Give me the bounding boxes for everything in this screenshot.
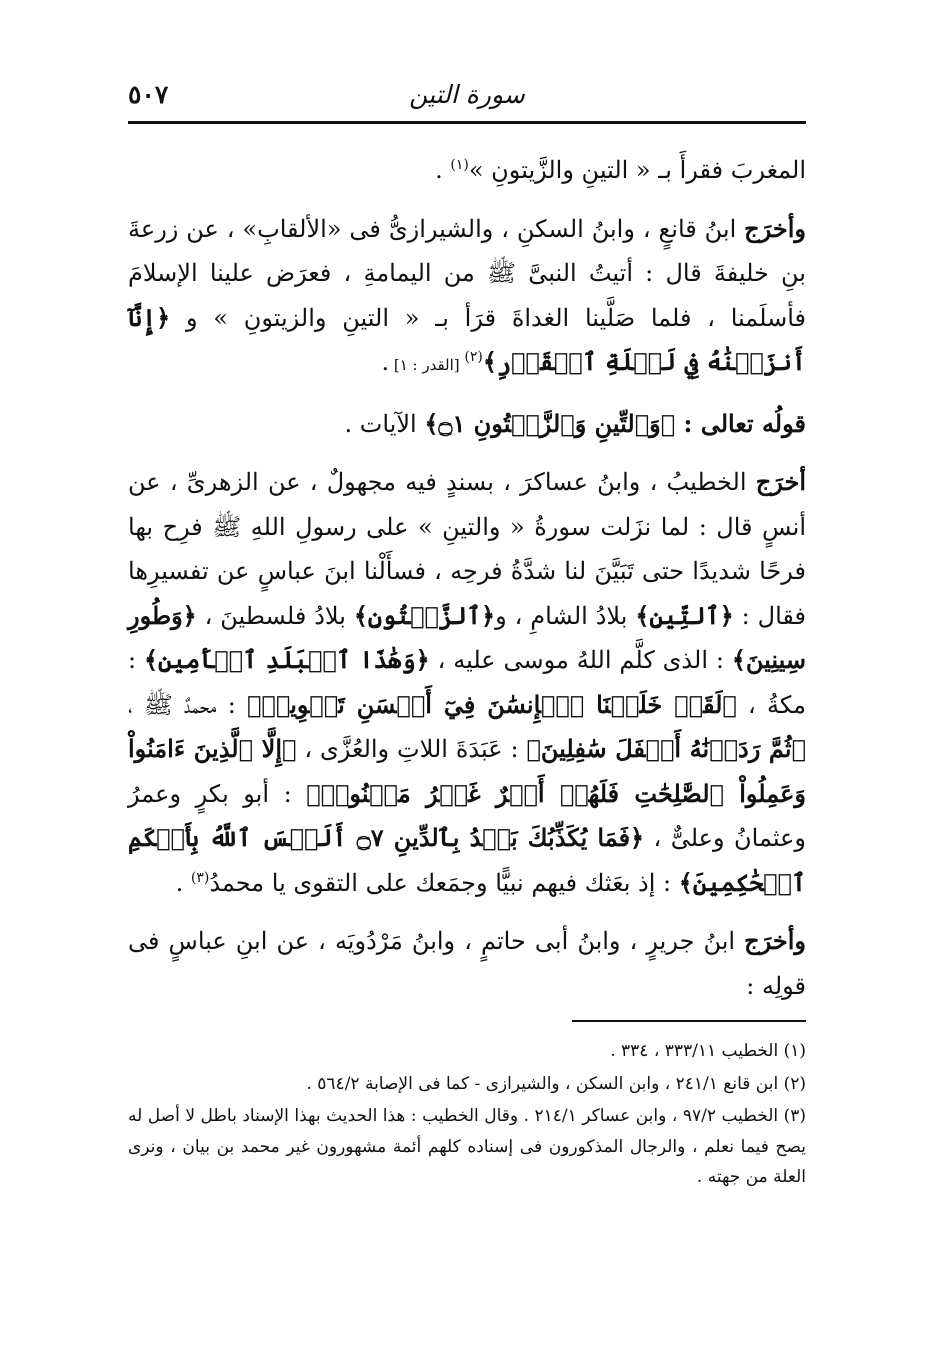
p1-quran: ﴿إِنَّآ أَنزَلۡنَٰهُ فِي لَيۡلَةِ ٱلۡقَدۡرِ﴾: [128, 302, 806, 376]
footnotes: [128, 1036, 806, 1195]
p3-t9: : إذ بعَثك فيهم نبيًّا وجمَعك على التقوى يا محمدُ: [209, 868, 679, 897]
p1-lead: وأخرَج: [744, 213, 806, 243]
footnote-marker-1: (١): [450, 157, 469, 173]
p3-q5: ﴿لَقَدۡ خَلَقۡنَا ٱلۡإِنسَٰنَ فِيٓ أَحۡسَنِ تَقۡوِيمٖ﴾: [247, 689, 737, 719]
p3-t5: : مكةُ ،: [128, 646, 806, 719]
paragraph-1: [128, 207, 806, 388]
page-number: ٥٠٧: [128, 80, 169, 109]
p0-end: .: [435, 156, 451, 184]
p2-end: الآيات .: [344, 409, 425, 438]
footnote-rule: [572, 1020, 806, 1022]
footnote-1: (١) الخطيب ٣٣٣/١١ ، ٣٣٤ .: [610, 1041, 806, 1061]
p3-q4: ﴿وَهَٰذَا ٱلۡبَلَدِ ٱلۡأَمِينِ﴾: [143, 645, 430, 674]
p3-t4: : الذى كلَّم اللهُ موسى عليه ،: [429, 646, 732, 674]
paragraph-4: [128, 919, 806, 1008]
p3-lead: أخرَج: [755, 467, 806, 496]
p1-end: .: [381, 348, 390, 376]
main-text: [128, 148, 806, 1022]
footnote-marker-3: (٣): [190, 869, 210, 886]
p3-t7: : عَبَدَةَ اللاتِ والعُزَّى ،: [296, 735, 527, 763]
p3-q2: ﴿ٱلزَّيۡتُونِ﴾: [353, 600, 496, 630]
footnote-3: (٣) الخطيب ٩٧/٢ ، وابن عساكر ٢١٤/١ . وقال الخطيب : هذا الحديث بهذا الإسناد باطل لا أصل له يصح فيما نعلم ، والرجال المذكورون فى إسناده كلهم أئمة مشهورون غير محمد بن بيان ، ونرى العلة من جهته .: [128, 1106, 807, 1187]
p3-t8: : أبو بكرٍ وعمرُ وعثمانُ وعلىٌّ ،: [128, 779, 806, 852]
p4-text: ابنُ جريرٍ ، وابنُ أبى حاتمٍ ، وابنُ مَرْدُويَه ، عن ابنِ عباسٍ فى قولِه :: [128, 927, 806, 1000]
p3-q1: ﴿ٱلتِّينِ﴾: [635, 600, 734, 630]
p3-end: .: [175, 868, 191, 897]
p2-quran: ﴿وَٱلتِّينِ وَٱلزَّيۡتُونِ ۝١﴾: [424, 408, 676, 438]
p0-text: المغربَ فقرأَ بـ « التينِ والزَّيتونِ »: [468, 156, 806, 184]
paragraph-3: [128, 460, 806, 905]
p4-lead: وأخرَج: [744, 926, 806, 955]
footnote-marker-2: (٢): [464, 349, 483, 365]
surah-title: سورة التين: [409, 80, 525, 109]
p3-q7: ﴿إِلَّا ٱلَّذِينَ ءَامَنُواْ وَعَمِلُواْ ٱلصَّٰلِحَٰتِ فَلَهُمۡ أَجۡرٌ غَيۡرُ مَمۡنُونٖ﴾: [128, 734, 806, 808]
p3-q6: ﴿ثُمَّ رَدَدۡنَٰهُ أَسۡفَلَ سَٰفِلِينَ﴾: [526, 734, 806, 763]
p2-lead: قولُه تعالى :: [675, 408, 806, 438]
p3-t1: الخطيبُ ، وابنُ عساكرَ ، بسندٍ فيه مجهولٌ ، عن الزهرىِّ ، عن أنسٍ قال : لما نزَلت سورةُ « والتينِ » على رسولِ اللهِ ﷺ فرِح بها فرحًا شديدًا حتى تَبَيَّنَ لنا شدَّةُ فرحِه ، فسأَلْنا ابنَ عباسٍ عن تفسيرِها فقال :: [128, 468, 806, 630]
p3-t3: بلادُ فلسطينَ ،: [196, 601, 354, 630]
p3-t2: بلادُ الشامِ ، و: [495, 601, 636, 630]
p3-q8: ﴿فَمَا يُكَذِّبُكَ بَعۡدُ بِٱلدِّينِ ۝٧ أَلَيۡسَ ٱللَّهُ بِأَحۡكَمِ ٱلۡحَٰكِمِينَ﴾: [128, 823, 806, 897]
paragraph-2: [128, 402, 806, 447]
p1-text: ابنُ قانعٍ ، وابنُ السكنِ ، والشيرازىُّ فى «الألقابِ» ، عن زرعةَ بنِ خليفةَ قال : أتيتُ النبىَّ ﷺ من اليمامةِ ، فعرَض علينا الإسلامَ فأسلَمنا ، فلما صَلَّينا الغداةَ قرَأ بـ « التينِ والزيتونِ » و: [128, 214, 806, 332]
footnote-2: (٢) ابن قانع ٢٤١/١ ، وابن السكن ، والشيرازى - كما فى الإصابة ٥٦٤/٢ .: [306, 1073, 806, 1094]
p1-ref: [القدر : ١]: [389, 356, 465, 374]
header-rule: [128, 121, 806, 124]
paragraph-0: [128, 148, 806, 193]
page-header: [128, 78, 806, 118]
p3-t6: : محمدٌ ﷺ ،: [128, 690, 248, 719]
p3-q3: ﴿وَطُورِ سِينِينَ﴾: [128, 600, 807, 674]
